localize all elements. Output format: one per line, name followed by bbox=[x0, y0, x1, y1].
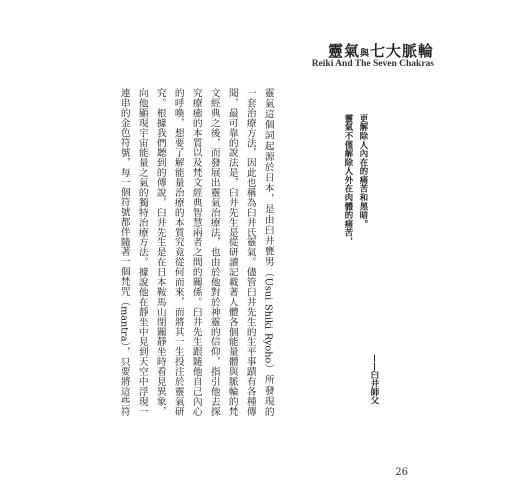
chapter-title-part-b: 七大脈輪 bbox=[369, 42, 434, 60]
body-column-6: 的呼喚，想要了解能量治療的本質究竟從何而來，而將其一生投注於靈氣研 bbox=[172, 88, 184, 416]
chapter-subtitle: Reiki And The Seven Chakras bbox=[311, 59, 434, 69]
page-number: 26 bbox=[395, 467, 408, 478]
epigraph-attribution: ——臼井師父 bbox=[370, 354, 380, 405]
epigraph-line-1: 靈氣不僅解除人外在肉體的痛苦， bbox=[344, 114, 354, 246]
chapter-title-part-a: 靈氣 bbox=[327, 42, 360, 60]
body-column-5: 究療癒的本質以及梵文經典智慧兩者之間的關係。臼井先生跟隨他自己內心 bbox=[190, 88, 202, 416]
body-column-7: 究。根據我們聽到的傳說，臼井先生是在日本鞍馬山閉關靜坐時看見異象， bbox=[154, 88, 166, 416]
body-column-1: 靈氣這個詞起源於日本，是由臼井甕男（Usui Shiki Ryoho）所發現的 bbox=[262, 88, 274, 416]
body-column-2: 一套治療方法，因此也稱為臼井氏靈氣。儘管臼井先生的生平事蹟有各種傳 bbox=[244, 88, 256, 416]
epigraph-line-2: 更解除人內在的痛苦和黑暗。 bbox=[359, 114, 369, 229]
chapter-title-connector: 與 bbox=[359, 49, 370, 59]
body-column-9: 連串的金色符號，每一個符號都伴隨著一個梵咒（mantra），只要將這些符 bbox=[118, 88, 130, 416]
body-column-3: 聞，最可靠的說法是，臼井先生是從研讀記載著人體各個能量體與脈輪的梵 bbox=[226, 88, 238, 416]
chapter-title bbox=[328, 40, 434, 61]
body-column-4: 文經典之後，而發展出靈氣治療法，也由於他對於神靈的信仰，指引他去探 bbox=[208, 88, 220, 416]
body-column-8: 向他顯現宇宙能量之氣的獨特治療方法。據說他在靜坐中見到天空中浮現一 bbox=[136, 88, 148, 416]
